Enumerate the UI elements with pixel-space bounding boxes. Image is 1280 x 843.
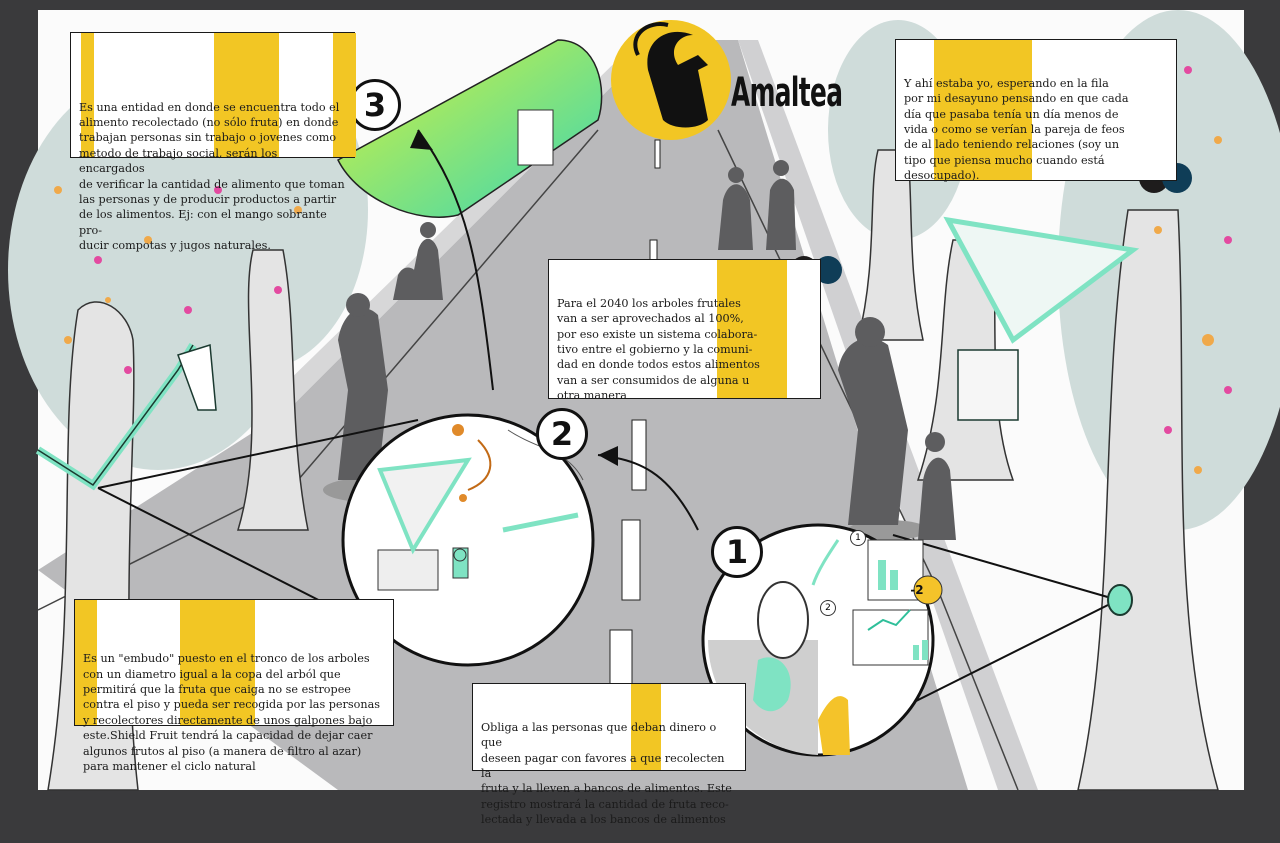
textbox-obliga xyxy=(472,683,746,827)
device-step-b: 2 xyxy=(820,600,836,616)
textbox-story-text: Y ahí estaba yo, esperando en la fila por mi desayuno pensando en que cada día que pasaba tenía un día menos de vida o como se verían la pareja de feos de al lado teniendo relaciones (soy un tipo que piensa mucho cuando está desocupado). xyxy=(904,76,1129,183)
step-badge-2: 2 xyxy=(536,408,588,460)
step-badge-3: 3 xyxy=(349,79,401,131)
brand-wordmark: Amaltea xyxy=(731,70,843,116)
illustration-canvas xyxy=(38,10,1244,827)
textbox-obliga-text: Obliga a las personas que deban dinero o que deseen pagar con favores a que recolecten la fruta y la lleven a bancos de alimentos. Este registro mostrará la cantidad de fruta reco- lectada y llevada a los bancos de alimentos xyxy=(481,720,732,827)
device-counter: -2 xyxy=(910,583,924,597)
textbox-embudo-text: Es un "embudo" puesto en el tronco de los arboles con un diametro igual a la copa del arból que permitirá que la fruta que caiga no se estropee contra el piso y pueda ser recogida por las personas y recolectores directamente de unos galpones bajo este.Shield Fruit tendrá la capacidad de dejar caer algunos frutos al piso (a manera de filtro al azar) para mantener el ciclo natural xyxy=(83,652,380,774)
textbox-story xyxy=(895,39,1177,181)
amaltea-goat-logo xyxy=(611,20,731,140)
textbox-galpon xyxy=(70,32,355,253)
textbox-galpon-text: Es una entidad en donde se encuentra todo el alimento recolectado (no sólo fruta) en donde trabajan personas sin trabajo o jovenes como metodo de trabajo social, serán los encargados de verificar la cantidad de alimento que toman las personas y de producir productos a partir de los alimentos. Ej: con el mango sobrante pro- ducir compotas y jugos naturales. xyxy=(79,100,345,253)
step-badge-1: 1 xyxy=(711,526,763,578)
device-step-a: 1 xyxy=(850,530,866,546)
tree-sensor xyxy=(1108,585,1132,615)
textbox-2040-text: Para el 2040 los arboles frutales van a ser aprovechados al 100%, por eso existe un sistema colabora- tivo entre el gobierno y la comuni- dad en donde todos estos alimentos van a ser consumidos de alguna u otra manera xyxy=(557,296,760,403)
textbox-2040 xyxy=(548,259,821,403)
textbox-embudo xyxy=(74,599,394,774)
